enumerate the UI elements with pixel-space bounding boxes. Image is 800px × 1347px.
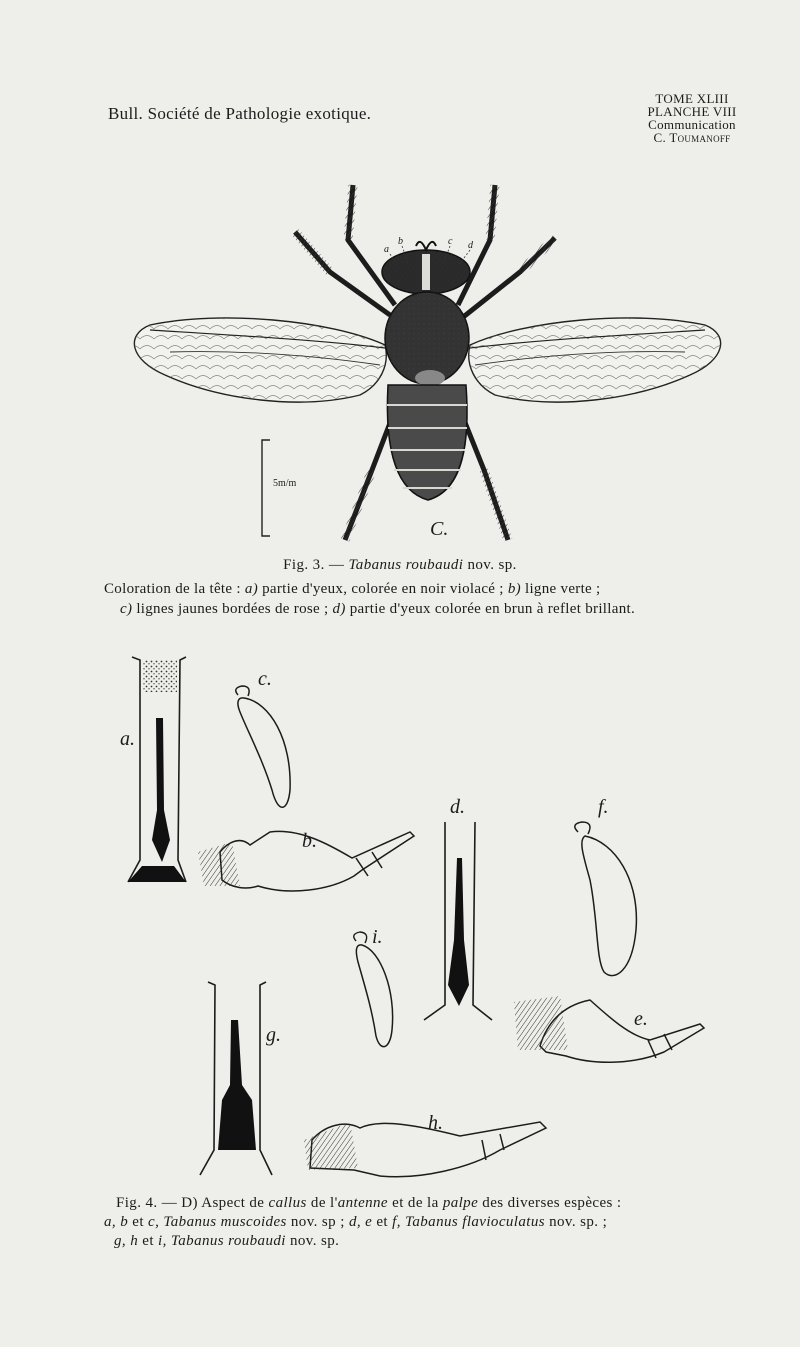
antenna-i — [356, 945, 392, 1047]
journal-title: Bull. Société de Pathologie exotique. — [108, 104, 372, 123]
caption-text: de l' — [306, 1195, 338, 1211]
caption-text: des diverses espèces : — [478, 1195, 622, 1211]
scale-bar — [262, 440, 270, 536]
antenna-f — [582, 836, 637, 976]
callus-g — [200, 982, 272, 1175]
caption-text: et — [138, 1233, 159, 1249]
author-name: C. Toumanoff — [653, 130, 731, 145]
eye-label-c: c — [448, 236, 453, 247]
fig3-caption-prefix: Fig. 3. — — [283, 557, 349, 573]
callus-a — [128, 657, 186, 882]
caption-text: nov. sp. — [285, 1233, 340, 1249]
label-h: h. — [428, 1112, 443, 1134]
caption-term: antenne — [337, 1195, 388, 1211]
scale-label: 5m/m — [273, 478, 297, 489]
label-g: g. — [266, 1024, 281, 1046]
eye-label-d: d — [468, 240, 473, 251]
label-c: c. — [258, 668, 272, 690]
fig3-caption-suffix: nov. sp. — [463, 557, 517, 573]
label-e: e. — [634, 1008, 648, 1030]
tome-label: TOME XLIII — [655, 91, 729, 106]
eye-label-b: b — [398, 236, 403, 247]
fig3-letter: C. — [430, 518, 449, 540]
coloration-text: Coloration de la tête : — [104, 581, 245, 597]
callus-d — [424, 822, 492, 1020]
fig4-caption-line-2 — [104, 1214, 607, 1230]
caption-text: et de la — [388, 1195, 443, 1211]
caption-species: c, Tabanus muscoides — [148, 1214, 287, 1230]
coloration-key-d: d) — [332, 601, 346, 617]
coloration-key-b: b) — [507, 581, 521, 597]
coloration-text: partie d'yeux, colorée en noir violacé ; — [258, 581, 508, 597]
coloration-line-2 — [104, 599, 744, 619]
caption-text: Fig. 4. — D) Aspect de — [116, 1195, 269, 1211]
coloration-text: ligne verte ; — [520, 581, 601, 597]
caption-text: et — [128, 1214, 149, 1230]
caption-text: nov. sp ; — [286, 1214, 349, 1230]
label-b: b. — [302, 830, 317, 852]
fig4-caption-line-1 — [104, 1194, 744, 1213]
label-d: d. — [450, 796, 465, 818]
eye-label-a: a — [384, 244, 389, 255]
antenna-c — [238, 698, 290, 807]
caption-species: f, Tabanus flavioculatus — [392, 1214, 545, 1230]
caption-term: callus — [268, 1195, 307, 1211]
caption-species: i, Tabanus roubaudi — [158, 1233, 286, 1249]
fly-abdomen — [387, 385, 467, 500]
coloration-key-c: c) — [120, 601, 133, 617]
coloration-key-a: a) — [244, 581, 259, 597]
label-a: a. — [120, 728, 135, 750]
caption-term: a, b — [104, 1214, 129, 1230]
caption-term: d, e — [348, 1214, 373, 1230]
caption-term: palpe — [442, 1195, 479, 1211]
planche-label: PLANCHE VIII — [647, 104, 737, 119]
communication-label: Communication — [648, 117, 736, 132]
label-i: i. — [372, 926, 383, 948]
coloration-text: partie d'yeux colorée en brun à reflet brillant. — [345, 601, 636, 617]
caption-term: g, h — [114, 1233, 139, 1249]
coloration-description — [104, 579, 744, 619]
palp-e — [514, 996, 704, 1062]
label-f: f. — [598, 796, 609, 818]
caption-text: nov. sp. ; — [544, 1214, 608, 1230]
coloration-text: lignes jaunes bordées de rose ; — [132, 601, 333, 617]
fig3-caption — [0, 557, 800, 574]
caption-text: et — [372, 1214, 393, 1230]
fig4-caption-line-3 — [104, 1232, 744, 1251]
fly-illustration — [134, 185, 720, 540]
fig4-caption — [104, 1194, 744, 1251]
palp-h — [304, 1122, 546, 1177]
fig3-caption-species: Tabanus roubaudi — [348, 557, 464, 573]
